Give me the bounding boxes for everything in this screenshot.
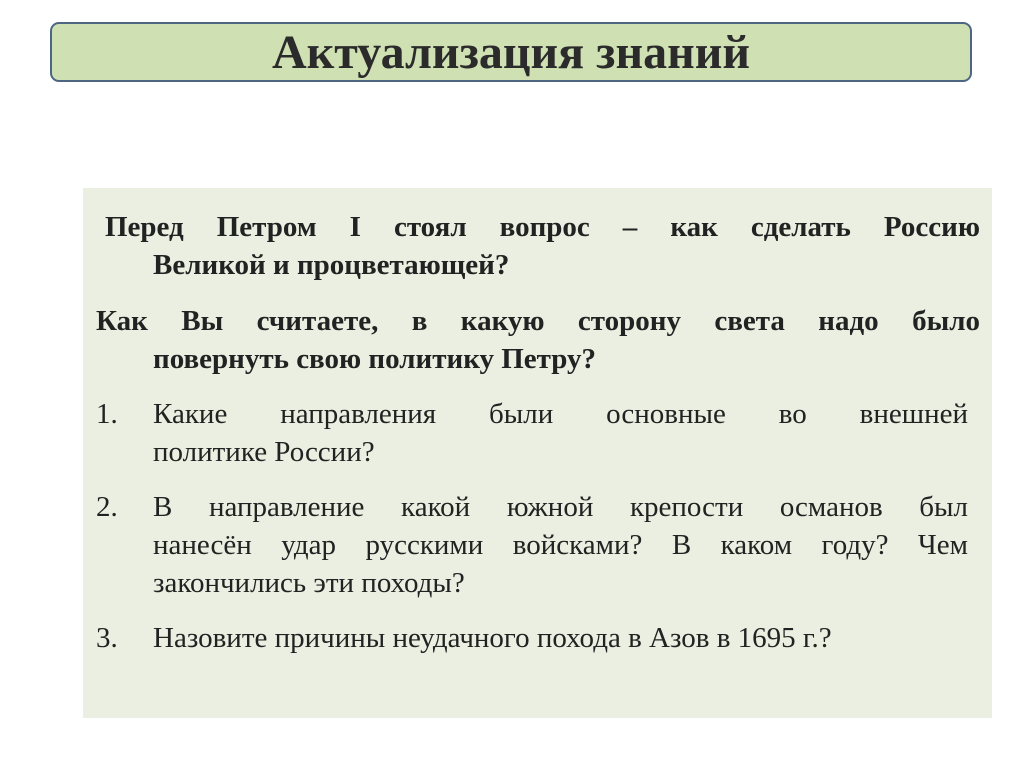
content-panel bbox=[83, 188, 992, 718]
list-item-number: 2. bbox=[96, 491, 118, 523]
intro-line-1: Перед Петром I стоял вопрос – как сделать Россию bbox=[105, 211, 980, 243]
list-item-line: нанесён удар русскими войсками? В каком году? Чем bbox=[153, 529, 968, 561]
slide-title: Актуализация знаний bbox=[271, 26, 751, 79]
title-banner bbox=[50, 22, 972, 82]
question-line-2: повернуть свою политику Петру? bbox=[153, 343, 597, 375]
list-item-number: 3. bbox=[96, 622, 118, 654]
intro-line-2: Великой и процветающей? bbox=[153, 249, 510, 281]
list-item-line: Назовите причины неудачного похода в Азов в 1695 г.? bbox=[153, 622, 832, 654]
list-item-line: политике России? bbox=[153, 436, 375, 468]
intro-paragraph bbox=[83, 208, 992, 284]
list-item bbox=[83, 395, 992, 471]
question-line-1: Как Вы считаете, в какую сторону света надо было bbox=[96, 305, 980, 337]
list-item-line: закончились эти походы? bbox=[153, 567, 465, 599]
list-item-number: 1. bbox=[96, 398, 118, 430]
list-item-line: Какие направления были основные во внешней bbox=[153, 398, 968, 430]
list-item bbox=[83, 488, 992, 602]
list-item bbox=[83, 619, 992, 657]
question-paragraph bbox=[83, 302, 992, 378]
list-item-line: В направление какой южной крепости османов был bbox=[153, 491, 968, 523]
